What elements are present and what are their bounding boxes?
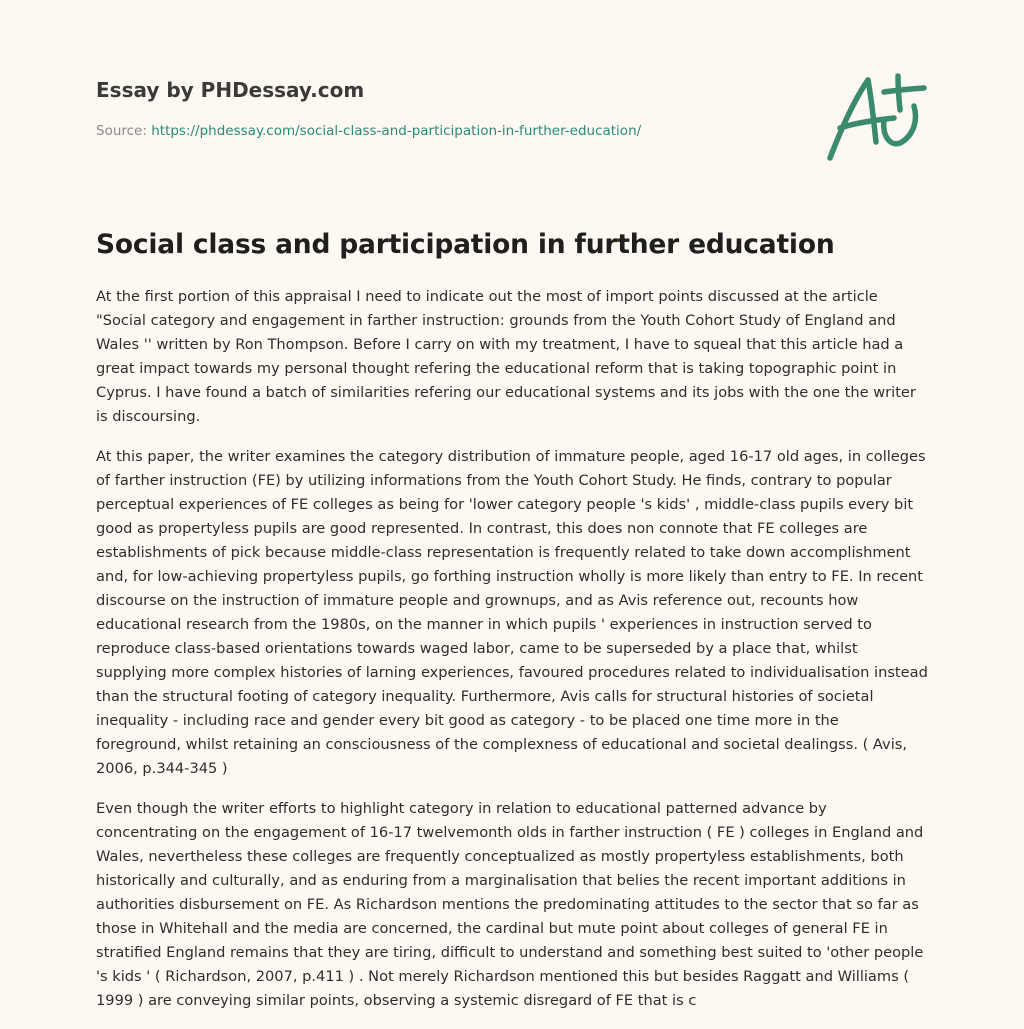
- source-label: Source:: [96, 123, 152, 139]
- brand-title: Essay by PHDessay.com: [96, 78, 365, 102]
- essay-title: Social class and participation in further education: [96, 229, 835, 260]
- source-line: [96, 122, 816, 140]
- essay-header: [96, 76, 816, 140]
- paragraph-2: At this paper, the writer examines the category distribution of immature people, aged 16-17 old ages, in colleges of farther instruction (FE) by utilizing informations from the Youth Cohort Study. He finds, contrary to popular perceptual experiences of FE colleges as being for 'lower category people 's kids' , middle-class pupils every bit good as propertyless pupils are good represented. In contrast, this does non connote that FE colleges are establishments of pick because middle-class representation is frequently related to take down accomplishment and, for low-achieving propertyless pupils, go forthing instruction wholly is more likely than entry to FE. In recent discourse on the instruction of immature people and grownups, and as Avis reference out, recounts how educational research from the 1980s, on the manner in which pupils ' experiences in instruction served to reproduce class-based orientations towards waged labor, came to be superseded by a place that, whilst supplying more complex histories of larning experiences, favoured procedures related to individualisation instead than the structural footing of category inequality. Furthermore, Avis calls for structural histories of societal inequality - including race and gender every bit good as category - to be placed one time more in the foreground, whilst retaining an consciousness of the complexness of educational and societal dealingss. ( Avis, 2006, p.344-345 ): [96, 448, 928, 777]
- source-link[interactable]: https://phdessay.com/social-class-and-participation-in-further-education/: [151, 123, 642, 139]
- essay-body: [96, 285, 928, 1029]
- paragraph-3: Even though the writer efforts to highlight category in relation to educational patterned advance by concentrating on the engagement of 16-17 twelvemonth olds in farther instruction ( FE ) colleges in England and Wales, nevertheless these colleges are frequently conceptualized as mostly propertyless establishments, both historically and culturally, and as enduring from a marginalisation that belies the recent important additions in authorities disbursement on FE. As Richardson mentions the predominating attitudes to the sector that so far as those in Whitehall and the media are concerned, the cardinal but mute point about colleges of general FE in stratified England remains that they are tiring, difficult to understand and something best suited to 'other people 's kids ' ( Richardson, 2007, p.411 ) . Not merely Richardson mentioned this but besides Raggatt and Williams ( 1999 ) are conveying similar points, observing a systemic disregard of FE that is c: [96, 800, 924, 1009]
- a-plus-logo-icon: [818, 62, 938, 172]
- paragraph-1: At the first portion of this appraisal I need to indicate out the most of import points discussed at the article "Social category and engagement in farther instruction: grounds from the Youth Cohort Study of England and Wales '' written by Ron Thompson. Before I carry on with my treatment, I have to squeal that this article had a great impact towards my personal thought refering the educational reform that is taking topographic point in Cyprus. I have found a batch of similarities refering our educational systems and its jobs with the one the writer is discoursing.: [96, 288, 916, 425]
